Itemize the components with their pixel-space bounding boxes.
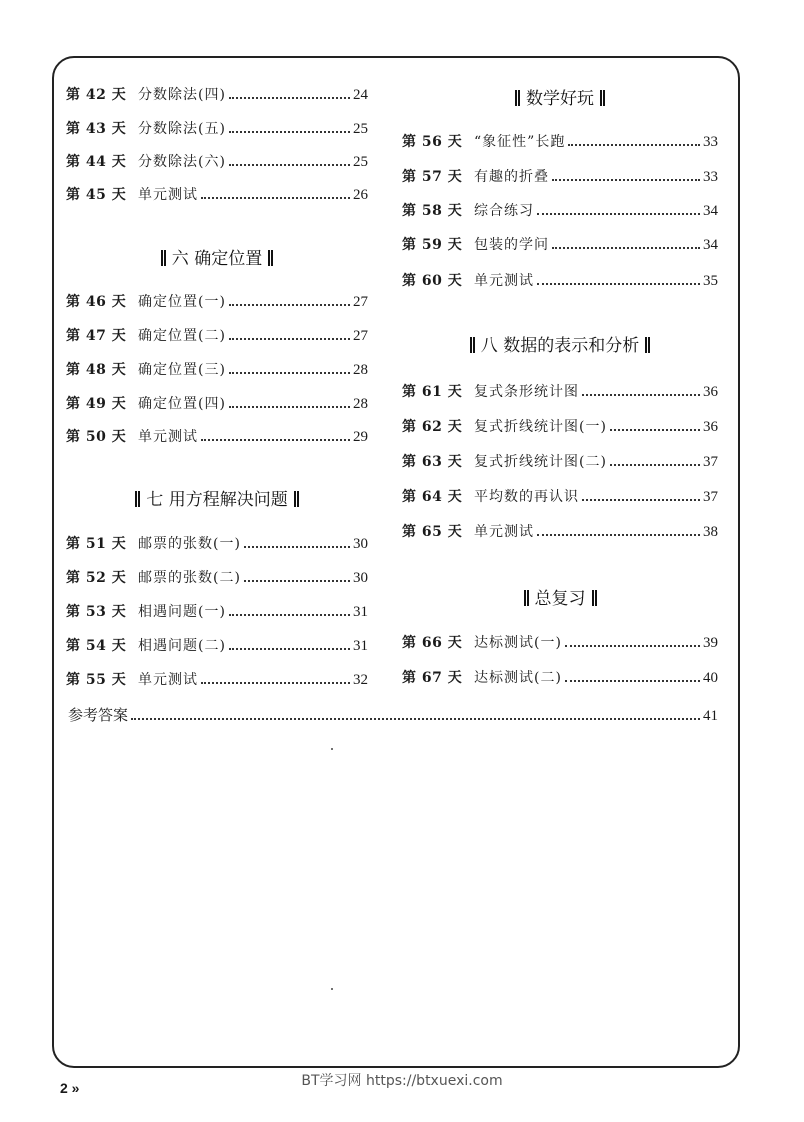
- day-label: 第 46 天: [66, 294, 127, 310]
- section-heading: [66, 485, 368, 510]
- page-number: 34: [703, 237, 718, 253]
- toc-entry[interactable]: [402, 632, 718, 654]
- leader-dots: [610, 463, 700, 466]
- page-number: 30: [353, 536, 368, 552]
- toc-entry[interactable]: [402, 270, 718, 292]
- entry-title: 邮票的张数(二): [138, 570, 241, 586]
- day-label: 第 52 天: [66, 570, 127, 586]
- entry-title: 分数除法(五): [138, 121, 226, 137]
- section-title: 七 用方程解决问题: [146, 490, 288, 510]
- scan-speck: [331, 748, 333, 750]
- day-label: 第 56 天: [402, 134, 463, 150]
- heading-bar-right: [645, 337, 650, 353]
- section-title: 六 确定位置: [171, 249, 263, 269]
- day-label: 第 63 天: [402, 454, 463, 470]
- leader-dots: [582, 498, 700, 501]
- heading-bar-right: [600, 90, 605, 106]
- heading-bar-left: [515, 90, 520, 106]
- day-label: 第 57 天: [402, 169, 463, 185]
- leader-dots: [229, 96, 350, 99]
- section-heading: [402, 84, 718, 109]
- entry-title: 分数除法(六): [138, 154, 226, 170]
- page-number: 28: [353, 396, 368, 412]
- entry-title: 达标测试(一): [474, 635, 562, 651]
- day-label: 第 51 天: [66, 536, 127, 552]
- day-label: 第 64 天: [402, 489, 463, 505]
- entry-title: 分数除法(四): [138, 87, 226, 103]
- leader-dots: [610, 428, 700, 431]
- toc-entry[interactable]: [66, 359, 368, 381]
- toc-entry[interactable]: [66, 325, 368, 347]
- day-label: 第 43 天: [66, 121, 127, 137]
- leader-dots: [229, 405, 350, 408]
- toc-entry[interactable]: [402, 131, 718, 153]
- day-label: 第 58 天: [402, 203, 463, 219]
- page-number: 37: [703, 454, 718, 470]
- toc-entry[interactable]: [66, 291, 368, 313]
- day-label: 第 53 天: [66, 604, 127, 620]
- heading-bar-right: [268, 250, 273, 266]
- day-label: 第 54 天: [66, 638, 127, 654]
- page-number: 39: [703, 635, 718, 651]
- leader-dots: [201, 681, 350, 684]
- leader-dots: [201, 196, 350, 199]
- toc-entry[interactable]: [66, 118, 368, 140]
- day-label: 第 47 天: [66, 328, 127, 344]
- day-label: 第 60 天: [402, 273, 463, 289]
- day-label: 第 42 天: [66, 87, 127, 103]
- toc-entry[interactable]: [402, 166, 718, 188]
- section-title: 数学好玩: [526, 89, 594, 109]
- entry-title: 包装的学问: [474, 237, 549, 253]
- day-label: 第 62 天: [402, 419, 463, 435]
- leader-dots: [229, 303, 350, 306]
- entry-title: 相遇问题(二): [138, 638, 226, 654]
- leader-dots: [244, 545, 350, 548]
- page-number: 31: [353, 638, 368, 654]
- page-number: 27: [353, 328, 368, 344]
- entry-title: 单元测试: [474, 524, 534, 540]
- entry-title: 单元测试: [474, 273, 534, 289]
- leader-dots: [229, 337, 350, 340]
- entry-title: “象征性”长跑: [474, 134, 566, 150]
- toc-entry[interactable]: [402, 234, 718, 256]
- leader-dots: [565, 644, 700, 647]
- leader-dots: [229, 647, 350, 650]
- toc-entry[interactable]: [402, 667, 718, 689]
- entry-title: 邮票的张数(一): [138, 536, 241, 552]
- leader-dots: [537, 533, 700, 536]
- heading-bar-right: [294, 491, 299, 507]
- day-label: 第 67 天: [402, 670, 463, 686]
- entry-title: 单元测试: [138, 672, 198, 688]
- heading-bar-left: [524, 590, 529, 606]
- day-label: 第 66 天: [402, 635, 463, 651]
- leader-dots: [537, 212, 700, 215]
- toc-entry[interactable]: [402, 521, 718, 543]
- day-label: 第 50 天: [66, 429, 127, 445]
- watermark: BT学习网 https://btxuexi.com: [301, 1073, 503, 1089]
- page-number: 37: [703, 489, 718, 505]
- toc-entry[interactable]: [66, 669, 368, 691]
- entry-title: 确定位置(三): [138, 362, 226, 378]
- page-number: 29: [353, 429, 368, 445]
- leader-dots: [229, 613, 350, 616]
- entry-title: 复式折线统计图(二): [474, 454, 607, 470]
- toc-entry[interactable]: [402, 200, 718, 222]
- page-number: 31: [353, 604, 368, 620]
- toc-entry[interactable]: [66, 533, 368, 555]
- leader-dots: [201, 438, 350, 441]
- heading-bar-left: [470, 337, 475, 353]
- page-number: 34: [703, 203, 718, 219]
- section-heading: [66, 244, 368, 269]
- toc-entry-answers[interactable]: [68, 704, 718, 728]
- toc-entry[interactable]: [66, 601, 368, 623]
- toc-entry[interactable]: [66, 151, 368, 173]
- page-number: 25: [353, 121, 368, 137]
- entry-title: 单元测试: [138, 187, 198, 203]
- entry-title: 综合练习: [474, 203, 534, 219]
- toc-entry[interactable]: [402, 381, 718, 403]
- section-title: 总复习: [534, 589, 586, 609]
- page-number: 35: [703, 273, 718, 289]
- day-label: 第 49 天: [66, 396, 127, 412]
- page-number: 36: [703, 384, 718, 400]
- section-heading: [402, 331, 718, 356]
- entry-title: 确定位置(一): [138, 294, 226, 310]
- page-number: 24: [353, 87, 368, 103]
- page-number: 36: [703, 419, 718, 435]
- toc-entry[interactable]: [402, 451, 718, 473]
- page-number: 26: [353, 187, 368, 203]
- entry-title: 确定位置(二): [138, 328, 226, 344]
- heading-bar-left: [161, 250, 166, 266]
- leader-dots: [552, 246, 700, 249]
- entry-title: 复式条形统计图: [474, 384, 579, 400]
- scan-speck: [331, 988, 333, 990]
- leader-dots: [229, 163, 350, 166]
- page-number: 33: [703, 169, 718, 185]
- toc-entry[interactable]: [66, 393, 368, 415]
- toc-entry[interactable]: [66, 84, 368, 106]
- day-label: 第 44 天: [66, 154, 127, 170]
- page-number: 30: [353, 570, 368, 586]
- page-number: 25: [353, 154, 368, 170]
- entry-title: 单元测试: [138, 429, 198, 445]
- page-number: 28: [353, 362, 368, 378]
- page-number: 33: [703, 134, 718, 150]
- day-label: 第 48 天: [66, 362, 127, 378]
- heading-bar-left: [135, 491, 140, 507]
- page-number: 41: [703, 708, 718, 724]
- entry-title: 有趣的折叠: [474, 169, 549, 185]
- toc-entry[interactable]: [66, 635, 368, 657]
- page-number-footer: 2 »: [60, 1080, 80, 1096]
- section-title: 八 数据的表示和分析: [480, 336, 640, 356]
- entry-title: 达标测试(二): [474, 670, 562, 686]
- toc-entry[interactable]: [66, 184, 368, 206]
- day-label: 第 55 天: [66, 672, 127, 688]
- page-number: 32: [353, 672, 368, 688]
- leader-dots: [244, 579, 350, 582]
- answers-label: 参考答案: [68, 706, 129, 724]
- day-label: 第 65 天: [402, 524, 463, 540]
- leader-dots: [229, 371, 350, 374]
- section-heading: [402, 584, 718, 609]
- leader-dots: [552, 178, 700, 181]
- leader-dots: [582, 393, 700, 396]
- toc-entry[interactable]: [66, 567, 368, 589]
- day-label: 第 59 天: [402, 237, 463, 253]
- toc-entry[interactable]: [402, 416, 718, 438]
- page-number: 38: [703, 524, 718, 540]
- leader-dots: [565, 679, 700, 682]
- entry-title: 相遇问题(一): [138, 604, 226, 620]
- entry-title: 平均数的再认识: [474, 489, 579, 505]
- entry-title: 复式折线统计图(一): [474, 419, 607, 435]
- leader-dots: [229, 130, 350, 133]
- toc-entry[interactable]: [402, 486, 718, 508]
- leader-dots: [131, 717, 700, 720]
- day-label: 第 61 天: [402, 384, 463, 400]
- day-label: 第 45 天: [66, 187, 127, 203]
- leader-dots: [568, 143, 700, 146]
- heading-bar-right: [592, 590, 597, 606]
- entry-title: 确定位置(四): [138, 396, 226, 412]
- leader-dots: [537, 282, 700, 285]
- page-number: 40: [703, 670, 718, 686]
- toc-entry[interactable]: [66, 426, 368, 448]
- page-number: 27: [353, 294, 368, 310]
